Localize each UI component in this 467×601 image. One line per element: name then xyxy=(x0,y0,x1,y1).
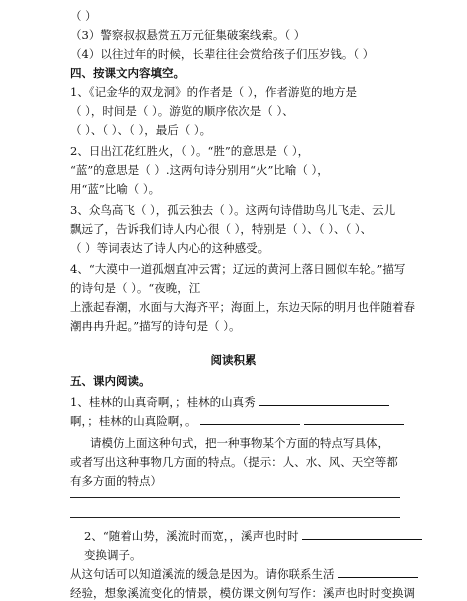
answer-blank[interactable] xyxy=(338,566,418,578)
question-4-3: （3）警察叔叔悬赏五万元征集破案线索。（ ） xyxy=(70,28,306,42)
fill-blank-3b: 飘远了，告诉我们诗人内心很（ ），特别是（ ）、（ ）、（ ）、 xyxy=(70,222,373,236)
reading-1-line2: 啊，；桂林的山真险啊，。 xyxy=(70,413,404,429)
reading-2-line4: 经验，想象溪流变化的情景，模仿课文例句写作：溪声也时时变换调 xyxy=(70,586,415,600)
section-5-heading: 五、课内阅读。 xyxy=(70,374,151,388)
fill-blank-4a: 4、“大漠中一道孤烟直冲云霄；辽远的黄河上落日圆似车轮。”描写 xyxy=(70,262,406,276)
writing-line[interactable] xyxy=(70,517,400,518)
fill-blank-4c: 上涨起春潮，水面与大海齐平；海面上，东边天际的明月也伴随着春 xyxy=(70,300,415,314)
fill-blank-3a: 3、众鸟高飞（ ），孤云独去（ ）。这两句诗借助鸟儿飞走、云儿 xyxy=(70,203,396,217)
reading-section-title: 阅读积累 xyxy=(210,353,257,367)
reading-1-prompt-line2: 或者写出这种事物几方面的特点。（提示：人、水、风、天空等都 xyxy=(70,455,398,469)
fill-blank-4b: 的诗句是（ ）。“夜晚，江 xyxy=(70,281,201,295)
fill-blank-2a: 2、日出江花红胜火，（ ）。“胜”的意思是（ ）， xyxy=(70,144,310,158)
fill-blank-4d: 潮冉冉升起。”描写的诗句是（ ）。 xyxy=(70,319,241,333)
answer-blank[interactable] xyxy=(304,413,404,425)
answer-blank[interactable] xyxy=(200,413,300,425)
reading-1-line1: 1、桂林的山真奇啊，；桂林的山真秀 xyxy=(70,394,389,410)
fill-blank-3c: （ ）等词表达了诗人内心的这种感受。 xyxy=(70,241,270,255)
reading-1-prompt-line1: 请模仿上面这种句式，把一种事物某个方面的特点写具体， xyxy=(90,436,389,450)
question-4-4: （4）以往过年的时候，长辈往往会赏给孩子们压岁钱。（ ） xyxy=(70,47,375,61)
answer-blank[interactable] xyxy=(302,528,422,540)
section-4-heading: 四、按课文内容填空。 xyxy=(70,66,185,80)
answer-blank[interactable] xyxy=(259,394,389,406)
fill-blank-1b: （ ），时间是（ ）。游览的顺序依次是（ ）、 xyxy=(70,104,294,118)
reading-2-line3: 从这句话可以知道溪流的缓急是因为。请你联系生活 xyxy=(70,566,418,582)
reading-2-line2: 变换调子。 xyxy=(84,548,142,562)
fill-blank-2b: “蓝”的意思是（ ）.这两句诗分别用“火”比喻（ ）， xyxy=(70,163,329,177)
fill-blank-2c: 用“蓝”比喻（ ）。 xyxy=(70,182,161,196)
fill-blank-1a: 1、《记金华的双龙洞》的作者是（ ），作者游览的地方是 xyxy=(70,85,357,99)
reading-2-line1: 2、“随着山势，溪流时而宽，，溪声也时时 xyxy=(84,528,422,544)
fill-blank-1c: （ ）、（ ）、（ ），最后（ ）。 xyxy=(70,123,212,137)
reading-1-prompt-line3: 有多方面的特点） xyxy=(70,474,162,488)
writing-line[interactable] xyxy=(70,497,400,498)
paren-answer-line: （ ） xyxy=(70,9,97,23)
